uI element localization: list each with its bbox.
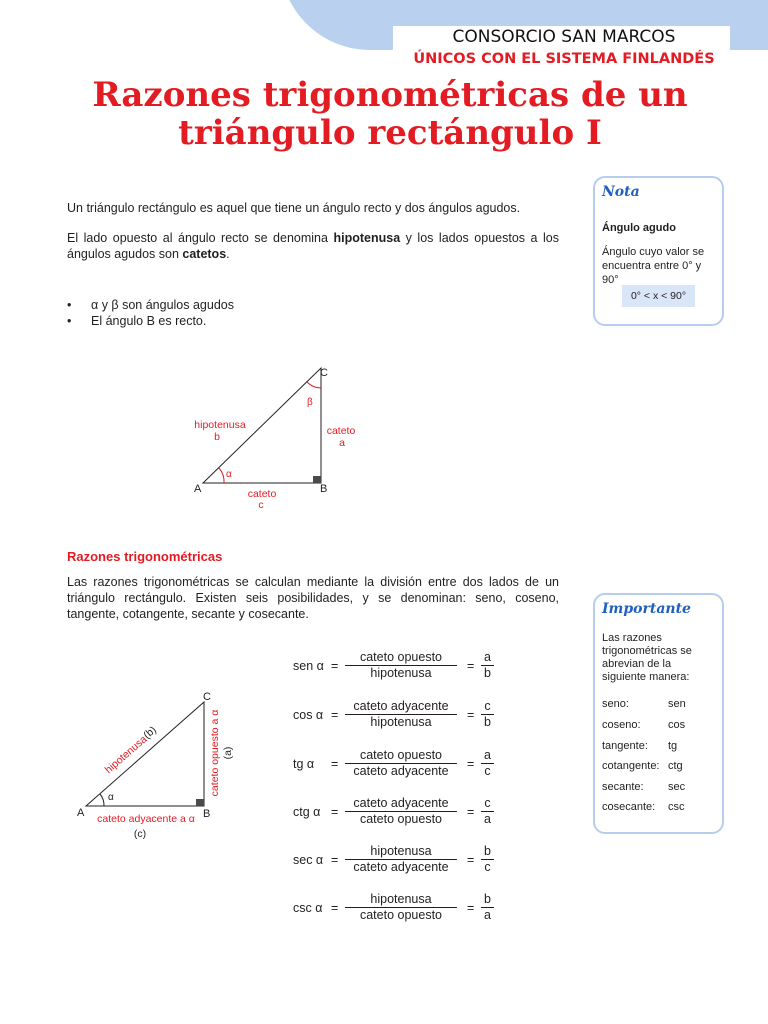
fraction-denominator: c [484,860,491,874]
right-angle-marker [196,799,204,806]
page-title-line-1: Razones trigonométricas de un [92,75,688,115]
alpha-label: α [226,469,232,480]
vertex-b-label: B [320,483,328,495]
fraction-numerator: hipotenusa [345,844,457,860]
intro-paragraph-1: Un triángulo rectángulo es aquel que tiene un ángulo recto y dos ángulos agudos. [67,201,521,215]
abbreviation-value: cos [668,719,686,731]
abbreviation-value: csc [668,801,685,813]
fraction-denominator: cateto opuesto [359,812,442,826]
page-title-line-2: triángulo rectángulo I [178,113,602,153]
ratio-letter-fraction [481,892,494,923]
ratio-fraction [345,650,457,681]
ratio-fraction [345,844,457,875]
ratio-fraction [345,892,457,923]
note-box [593,176,724,326]
section-title: Razones trigonométricas [67,549,223,564]
text-run: El lado opuesto al ángulo recto se denomina [67,231,334,245]
equals-sign: = [467,805,475,819]
ratio-letter-fraction [481,844,494,875]
equals-sign: = [467,659,475,673]
section-paragraph: Las razones trigonométricas se calculan mediante la división entre dos lados de un triángulo rectángulo. Existen seis posibilidades, y se denominan: seno, coseno, tangente, cotangente, secante y cosecante. [67,575,559,621]
ratio-letter-fraction [481,748,494,779]
abbreviation-value: tg [668,740,678,752]
alpha-label: α [108,792,114,803]
beta-label: β [307,397,313,408]
term-catetos: catetos [182,247,227,261]
ratio-name: sec α [293,853,324,867]
ratio-fraction [345,699,457,730]
abbreviation-term: seno: [602,698,629,710]
vertex-b-label: B [203,808,211,820]
equals-sign: = [331,757,339,771]
abbreviation-value: ctg [668,760,683,772]
equals-sign: = [467,757,475,771]
vertex-c-label: C [203,691,211,703]
vertical-leg-label: cateto [326,425,356,437]
ratio-letter-fraction [481,796,494,827]
fraction-numerator: c [481,699,494,715]
fraction-numerator: cateto adyacente [345,796,457,812]
ratio-name: cos α [293,708,324,722]
equals-sign: = [467,853,475,867]
hypotenuse-letter: (b) [141,723,159,742]
fraction-denominator: cateto opuesto [359,908,442,922]
fraction-numerator: cateto adyacente [345,699,457,715]
opposite-leg-letter: (a) [222,746,234,760]
fraction-denominator: b [484,715,491,729]
abbreviation-term: cotangente: [602,760,660,772]
text-run: . [226,247,230,261]
vertex-a-label: A [77,807,85,819]
note-text: Ángulo cuyo valor se encuentra entre 0° y 90° [602,246,705,286]
fraction-numerator: b [481,844,494,860]
fraction-denominator: c [484,764,491,778]
abbreviation-value: sen [668,698,686,710]
note-title: Nota [602,184,640,200]
important-text: Las razones trigonométricas se abrevian de la siguiente manera: [602,632,692,683]
ratio-fraction [345,748,457,779]
equals-sign: = [467,708,475,722]
hypotenuse-label: hipotenusa [194,419,246,431]
vertical-leg-letter: a [339,437,345,449]
fraction-numerator: a [481,650,494,666]
ratio-letter-fraction [481,699,494,730]
hypotenuse-label: hipotenusa [102,733,150,777]
equals-sign: = [331,805,339,819]
abbreviation-term: secante: [602,781,644,793]
bullet-item: • α y β son ángulos agudos [67,297,234,313]
abbreviation-term: tangente: [602,740,648,752]
adjacent-leg-label: cateto adyacente a α [97,813,195,825]
fraction-numerator: hipotenusa [345,892,457,908]
equals-sign: = [331,853,339,867]
bullet-item: • El ángulo B es recto. [67,313,234,329]
fraction-numerator: b [481,892,494,908]
ratio-name: ctg α [293,805,321,819]
fraction-numerator: cateto opuesto [345,748,457,764]
header-slogan: ÚNICOS CON EL SISTEMA FINLANDÉS [413,51,715,67]
fraction-denominator: b [484,666,491,680]
ratio-letter-fraction [481,650,494,681]
angle-alpha-arc [100,794,104,806]
abbreviation-value: sec [668,781,686,793]
fraction-denominator: a [484,908,491,922]
fraction-denominator: a [484,812,491,826]
vertex-c-label: C [320,367,328,379]
triangle-shape [86,702,204,806]
adjacent-leg-letter: (c) [133,828,147,840]
fraction-numerator: cateto opuesto [345,650,457,666]
horizontal-leg-label: cateto [247,488,277,500]
equals-sign: = [467,901,475,915]
note-formula: 0° < x < 90° [622,285,695,307]
hypotenuse-letter: b [214,431,220,443]
ratio-name: csc α [293,901,323,915]
important-title: Importante [602,601,691,617]
text-run: y los lados opuestos a los ángulos agudos son [67,231,559,261]
equals-sign: = [331,901,339,915]
fraction-denominator: cateto adyacente [353,860,449,874]
abbreviation-term: coseno: [602,719,641,731]
opposite-leg-label: cateto opuesto a α [209,709,221,797]
fraction-numerator: a [481,748,494,764]
fraction-numerator: c [481,796,494,812]
ratio-fraction [345,796,457,827]
important-box [593,593,724,834]
horizontal-leg-letter: c [258,499,264,511]
equals-sign: = [331,708,339,722]
ratio-name: tg α [293,757,315,771]
header-title: CONSORCIO SAN MARCOS [452,27,676,47]
fraction-denominator: cateto adyacente [353,764,449,778]
ratio-name: sen α [293,659,324,673]
note-subtitle: Ángulo agudo [602,222,676,234]
equals-sign: = [331,659,339,673]
abbreviation-term: cosecante: [602,801,656,813]
fraction-denominator: hipotenusa [370,715,432,729]
vertex-a-label: A [194,483,202,495]
fraction-denominator: hipotenusa [370,666,432,680]
term-hipotenusa: hipotenusa [333,231,401,245]
